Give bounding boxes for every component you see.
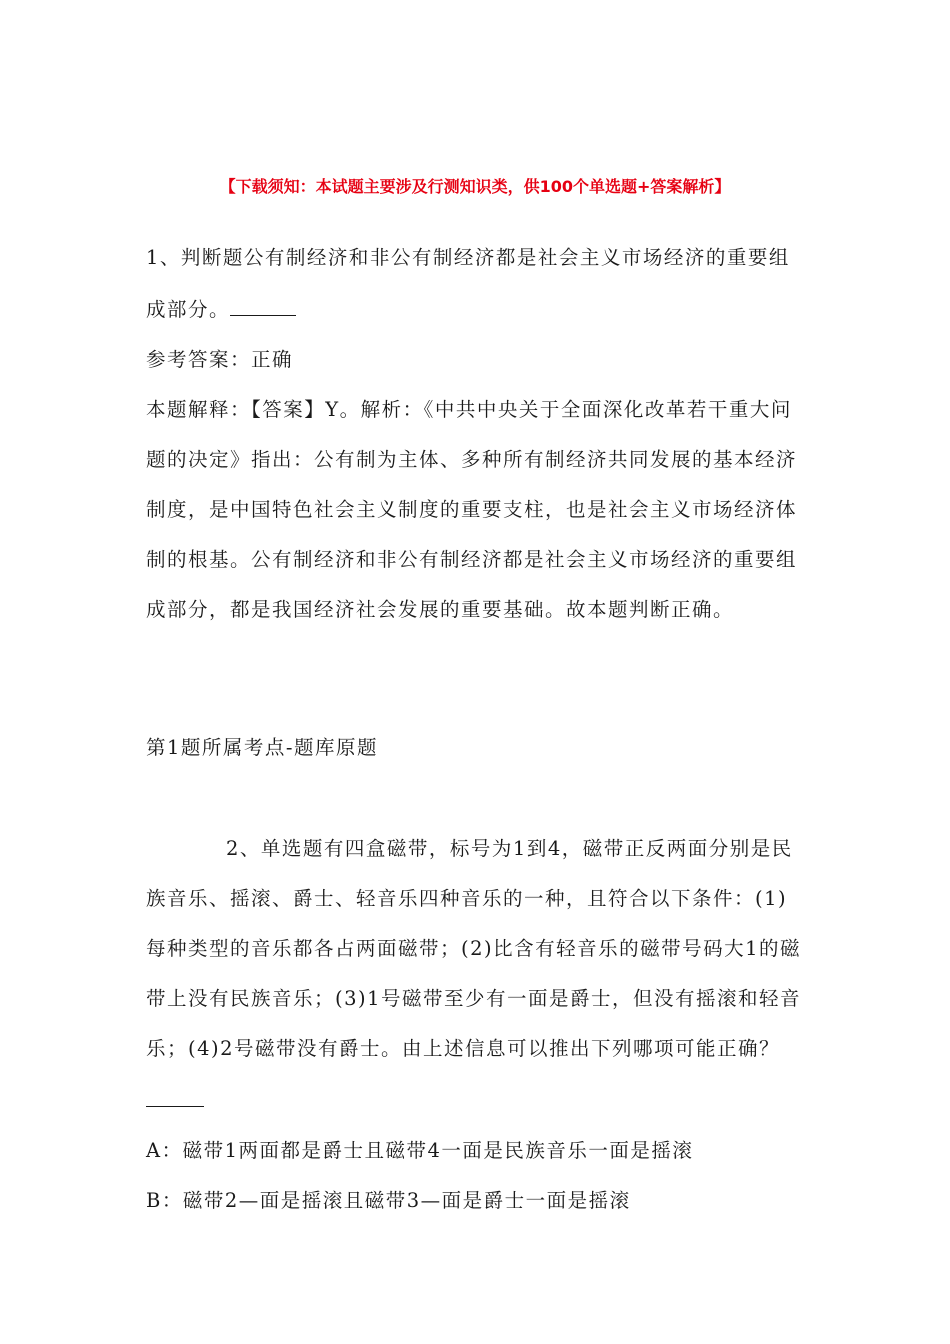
- question-1-stem: 1、判断题公有制经济和非公有制经济都是社会主义市场经济的重要组成部分。: [146, 246, 790, 321]
- question-1: [146, 233, 806, 635]
- download-notice: 【下载须知：本试题主要涉及行测知识类，供100个单选题+答案解析】: [219, 177, 731, 196]
- question-2-stem: 2、单选题有四盒磁带，标号为1到4，磁带正反两面分别是民族音乐、摇滚、爵士、轻音乐四种音乐的一种，且符合以下条件：(1)每种类型的音乐都各占两面磁带；(2)比含有轻音乐的磁带号码大1的磁带上没有民族音乐；(3)1号磁带至少有一面是爵士，但没有摇滚和轻音乐；(4)2号磁带没有爵士。由上述信息可以推出下列哪项可能正确？: [146, 837, 802, 1060]
- question-1-source: [146, 723, 806, 773]
- source-text: 第1题所属考点-题库原题: [146, 736, 378, 759]
- question-1-answer: 参考答案：正确: [146, 348, 294, 371]
- answer-blank: [146, 1074, 204, 1107]
- option-a: A：磁带1两面都是爵士且磁带4一面是民族音乐一面是摇滚: [146, 1139, 694, 1162]
- answer-blank: [230, 283, 296, 316]
- option-b: B：磁带2—面是摇滚且磁带3—面是爵士一面是摇滚: [146, 1189, 631, 1212]
- question-2-text: [146, 824, 806, 1126]
- question-1-text: [146, 233, 806, 335]
- question-1-explanation: 本题解释：【答案】Y。解析：《中共中央关于全面深化改革若干重大问题的决定》指出：公有制为主体、多种所有制经济共同发展的基本经济制度，是中国特色社会主义制度的重要支柱，也是社会主义市场经济体制的根基。公有制经济和非公有制经济都是社会主义市场经济的重要组成部分，都是我国经济社会发展的重要基础。故本题判断正确。: [146, 398, 798, 621]
- question-2: [146, 824, 806, 1226]
